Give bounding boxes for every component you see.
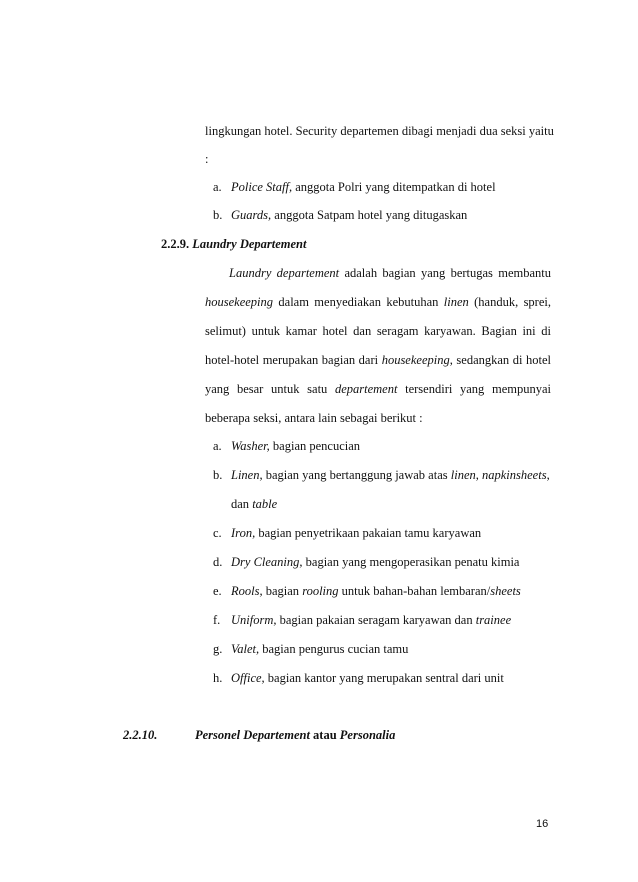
section-title: Personalia xyxy=(339,728,396,742)
paragraph-line-1 xyxy=(229,266,551,281)
list-term: Rools, xyxy=(231,584,263,598)
list-term: Police Staff, xyxy=(231,180,293,194)
list-text: dan xyxy=(231,497,253,511)
list-term: linen xyxy=(450,468,476,482)
para-text: beberapa seksi, antara lain sebagai berikut : xyxy=(205,411,423,425)
page-number: 16 xyxy=(536,818,549,830)
list-marker: e. xyxy=(213,584,222,598)
list-text: bagian pakaian seragam karyawan dan xyxy=(276,613,476,627)
section-connector: atau xyxy=(309,728,340,742)
paragraph-line-5 xyxy=(205,382,551,397)
intro-line-1 xyxy=(205,124,554,139)
list-text: , xyxy=(546,468,550,482)
section-2-2-9-heading xyxy=(161,237,306,252)
para-term: Laundry departement xyxy=(229,266,340,280)
paragraph-line-4 xyxy=(205,353,551,368)
list-text: , xyxy=(475,468,482,482)
list-text: bagian pengurus cucian tamu xyxy=(259,642,409,656)
list-text: anggota Polri yang ditempatkan di hotel xyxy=(292,180,496,194)
list-text: bagian pencucian xyxy=(269,439,361,453)
para-term: housekeeping xyxy=(381,353,450,367)
para-term: housekeeping xyxy=(205,295,274,309)
section-number: 2.2.9. xyxy=(161,237,190,251)
list-item-office xyxy=(231,671,504,686)
list-term: Dry Cleaning, xyxy=(231,555,303,569)
para-text: dalam menyediakan kebutuhan xyxy=(273,295,444,309)
list-marker: b. xyxy=(213,468,223,482)
list-marker: f. xyxy=(213,613,221,627)
list-term: trainee xyxy=(475,613,512,627)
list-text: anggota Satpam hotel yang ditugaskan xyxy=(271,208,468,222)
intro-text: lingkungan hotel. Security departemen dibagi menjadi dua seksi yaitu xyxy=(205,124,554,138)
list-term: sheets xyxy=(490,584,521,598)
list-item-washer xyxy=(231,439,360,454)
list-term: Guards, xyxy=(231,208,272,222)
list-text: bagian xyxy=(262,584,303,598)
intro-colon: : xyxy=(205,152,209,166)
list-marker: a. xyxy=(213,180,222,194)
section-2-2-10-number xyxy=(123,728,157,743)
list-term: Linen, xyxy=(231,468,263,482)
para-text: selimut) untuk kamar hotel dan seragam karyawan. Bagian ini di xyxy=(205,324,551,338)
list-marker: g. xyxy=(213,642,223,656)
list-text: bagian penyetrikaan pakaian tamu karyawan xyxy=(255,526,482,540)
section-title: Personel Departement xyxy=(195,728,310,742)
list-item-rools xyxy=(231,584,521,599)
para-text: adalah bagian yang bertugas membantu xyxy=(339,266,551,280)
para-text: (handuk, sprei, xyxy=(468,295,551,309)
list-item-linen-continued xyxy=(231,497,277,512)
list-text: untuk bahan-bahan lembaran/ xyxy=(338,584,491,598)
para-text: hotel-hotel merupakan bagian dari xyxy=(205,353,382,367)
list-item-guards xyxy=(231,208,467,223)
para-text: , sedangkan di hotel xyxy=(449,353,552,367)
list-text: bagian yang mengoperasikan penatu kimia xyxy=(302,555,520,569)
list-marker: h. xyxy=(213,671,223,685)
list-text: bagian kantor yang merupakan sentral dari unit xyxy=(264,671,504,685)
para-text: yang besar untuk satu xyxy=(205,382,335,396)
intro-line-2 xyxy=(205,152,208,167)
list-marker: b. xyxy=(213,208,223,222)
list-item-uniform xyxy=(231,613,511,628)
list-term: Iron, xyxy=(231,526,256,540)
list-marker: a. xyxy=(213,439,222,453)
list-item-linen xyxy=(231,468,550,483)
list-term: napkinsheets xyxy=(482,468,547,482)
list-term: Valet, xyxy=(231,642,260,656)
para-term: departement xyxy=(334,382,398,396)
list-item-iron xyxy=(231,526,481,541)
paragraph-line-2 xyxy=(205,295,551,310)
list-term: Office, xyxy=(231,671,265,685)
list-term: Washer, xyxy=(231,439,270,453)
section-2-2-10-heading xyxy=(195,728,395,743)
paragraph-line-3 xyxy=(205,324,551,339)
para-text: tersendiri yang mempunyai xyxy=(397,382,551,396)
paragraph-line-6 xyxy=(205,411,423,426)
list-term: Uniform, xyxy=(231,613,277,627)
list-item-police-staff xyxy=(231,180,496,195)
list-term: rooling xyxy=(302,584,339,598)
para-term: linen xyxy=(443,295,469,309)
section-number: 2.2.10. xyxy=(123,728,158,742)
list-item-valet xyxy=(231,642,408,657)
list-term: table xyxy=(252,497,278,511)
list-marker: d. xyxy=(213,555,223,569)
list-marker: c. xyxy=(213,526,222,540)
section-title: Laundry Departement xyxy=(192,237,307,251)
list-text: bagian yang bertanggung jawab atas xyxy=(262,468,451,482)
list-item-dry-cleaning xyxy=(231,555,519,570)
